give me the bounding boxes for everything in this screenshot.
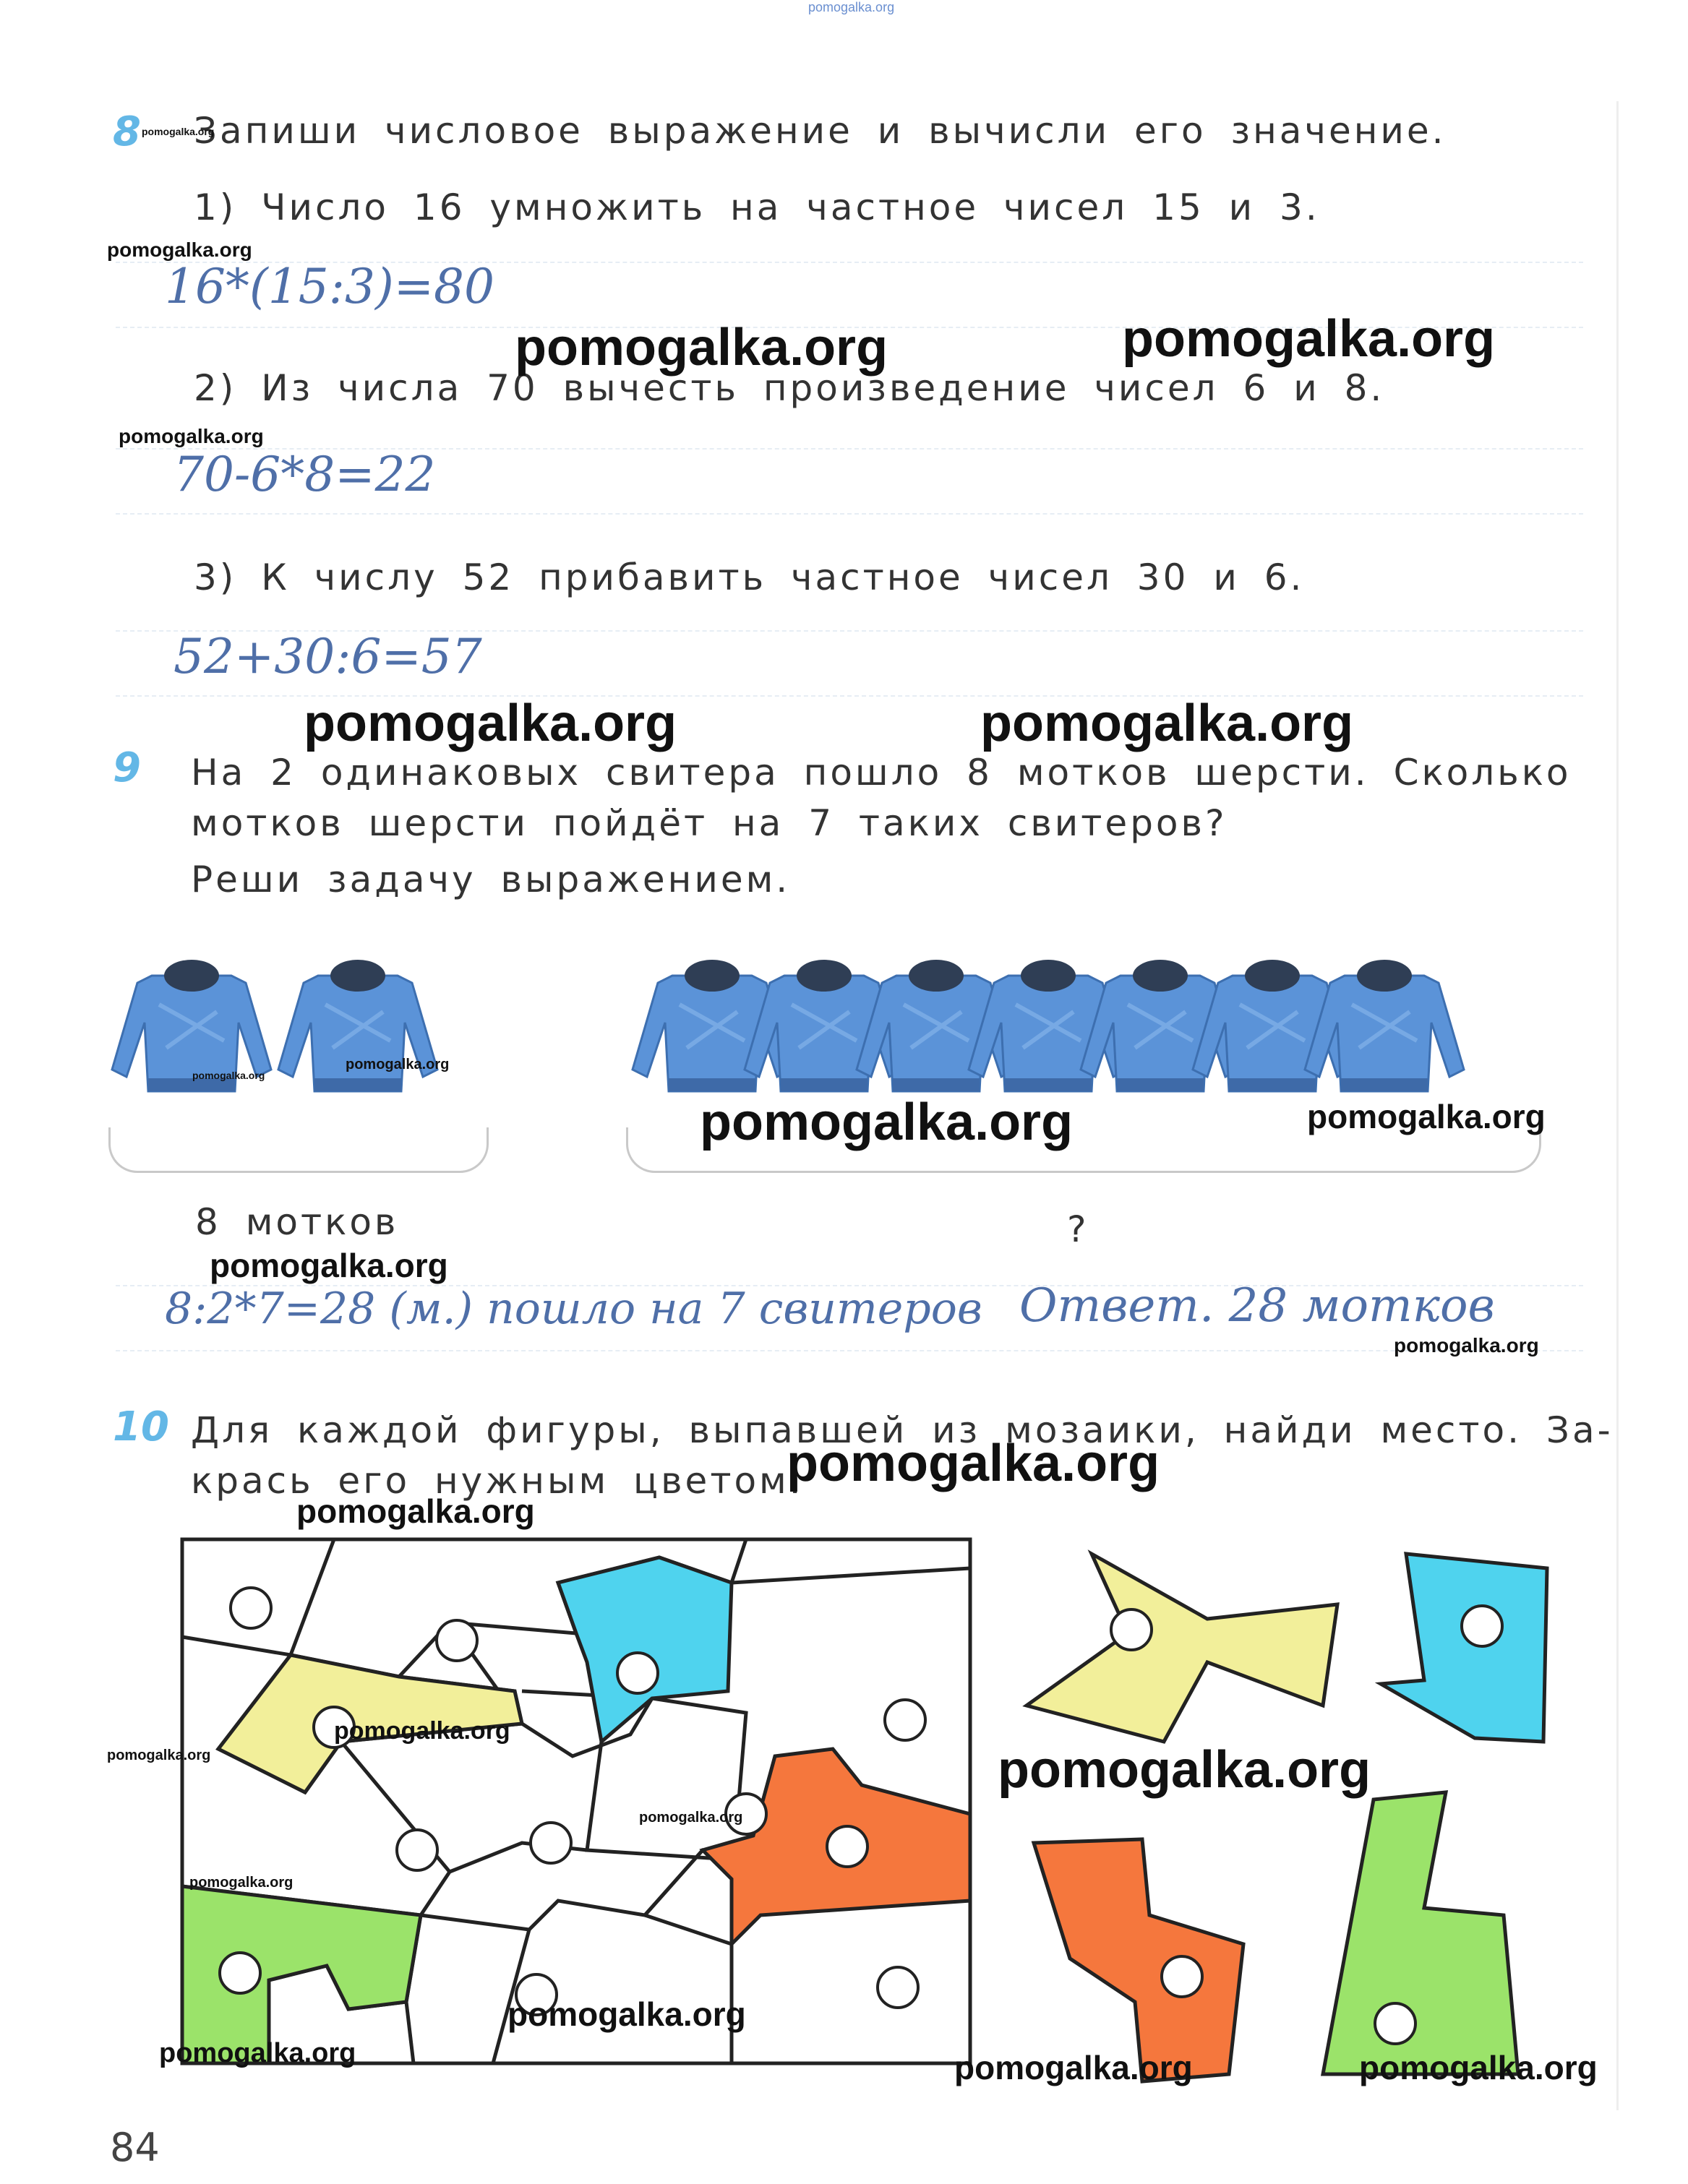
task-9-line-1: На 2 одинаковых свитера пошло 8 мотков шерсти. Сколько [191,752,1572,794]
margin-line [1616,101,1619,2110]
task-8-item-3: 3) К числу 52 прибавить частное чисел 30 и 6. [194,556,1305,598]
watermark: pomogalka.org [700,1093,1074,1151]
watermark: pomogalka.org [515,319,888,377]
watermark: pomogalka.org [998,1741,1371,1799]
watermark: pomogalka.org [954,2049,1193,2086]
watermark: pomogalka.org [107,1747,211,1763]
loose-piece-green[interactable] [1316,1792,1533,2081]
task-8-answer-3[interactable]: 52+30:6=57 [173,629,482,684]
task-9-answer[interactable]: Ответ. 28 мотков [1019,1279,1495,1333]
watermark: pomogalka.org [507,1995,746,2033]
watermark: pomogalka.org [192,1070,265,1081]
watermark: pomogalka.org [107,238,252,261]
loose-piece-yellow[interactable] [1019,1539,1352,1756]
watermark: pomogalka.org [639,1810,743,1826]
right-group-label: ? [1067,1208,1089,1250]
watermark: pomogalka.org [1394,1334,1539,1357]
sweaters-right-group [629,940,1569,1113]
loose-piece-cyan[interactable] [1374,1539,1561,1756]
watermark: pomogalka.org [189,1875,294,1891]
task-8-item-2: 2) Из числа 70 вычесть произведение чисел 6 и 8. [194,367,1385,409]
task-8-answer-2[interactable]: 70-6*8=22 [173,447,436,502]
task-10-number: 10 [113,1403,169,1450]
watermark: pomogalka.org [1307,1098,1546,1135]
task-9-solution[interactable]: 8:2*7=28 (м.) пошло на 7 свитеров [165,1284,982,1334]
mosaic-board [182,1539,977,2074]
watermark: pomogalka.org [296,1492,535,1530]
task-8-item-1: 1) Число 16 умножить на частное чисел 15 и 3. [194,186,1320,228]
page-number: 84 [110,2125,160,2170]
watermark: pomogalka.org [334,1717,510,1745]
watermark: pomogalka.org [346,1057,450,1072]
task-8-answer-1[interactable]: 16*(15:3)=80 [165,259,494,314]
watermark: pomogalka.org [1359,2049,1598,2086]
task-8-number: 8 [113,108,141,155]
task-9-line-3: Реши задачу выражением. [191,859,791,900]
task-10-line-2: крась его нужным цветом. [191,1460,804,1502]
watermark: pomogalka.org [980,695,1354,752]
task-10-line-1: Для каждой фигуры, выпавшей из мозаики, найди место. За- [191,1409,1614,1451]
task-9-line-2: мотков шерсти пойдёт на 7 таких свитеров? [191,802,1228,844]
left-group-label: 8 мотков [195,1201,399,1243]
task-8-prompt: Запиши числовое выражение и вычисли его значение. [194,110,1447,152]
site-header-text: pomogalka.org [808,0,895,14]
watermark: pomogalka.org [304,695,677,752]
brace-left [108,1127,489,1173]
watermark: pomogalka.org [159,2038,356,2068]
watermark: pomogalka.org [210,1247,448,1284]
watermark: pomogalka.org [119,425,264,447]
task-9-number: 9 [113,744,141,791]
watermark: pomogalka.org [142,126,215,137]
watermark: pomogalka.org [1122,310,1496,368]
watermark: pomogalka.org [787,1435,1160,1492]
sweaters-left-group [108,940,513,1113]
